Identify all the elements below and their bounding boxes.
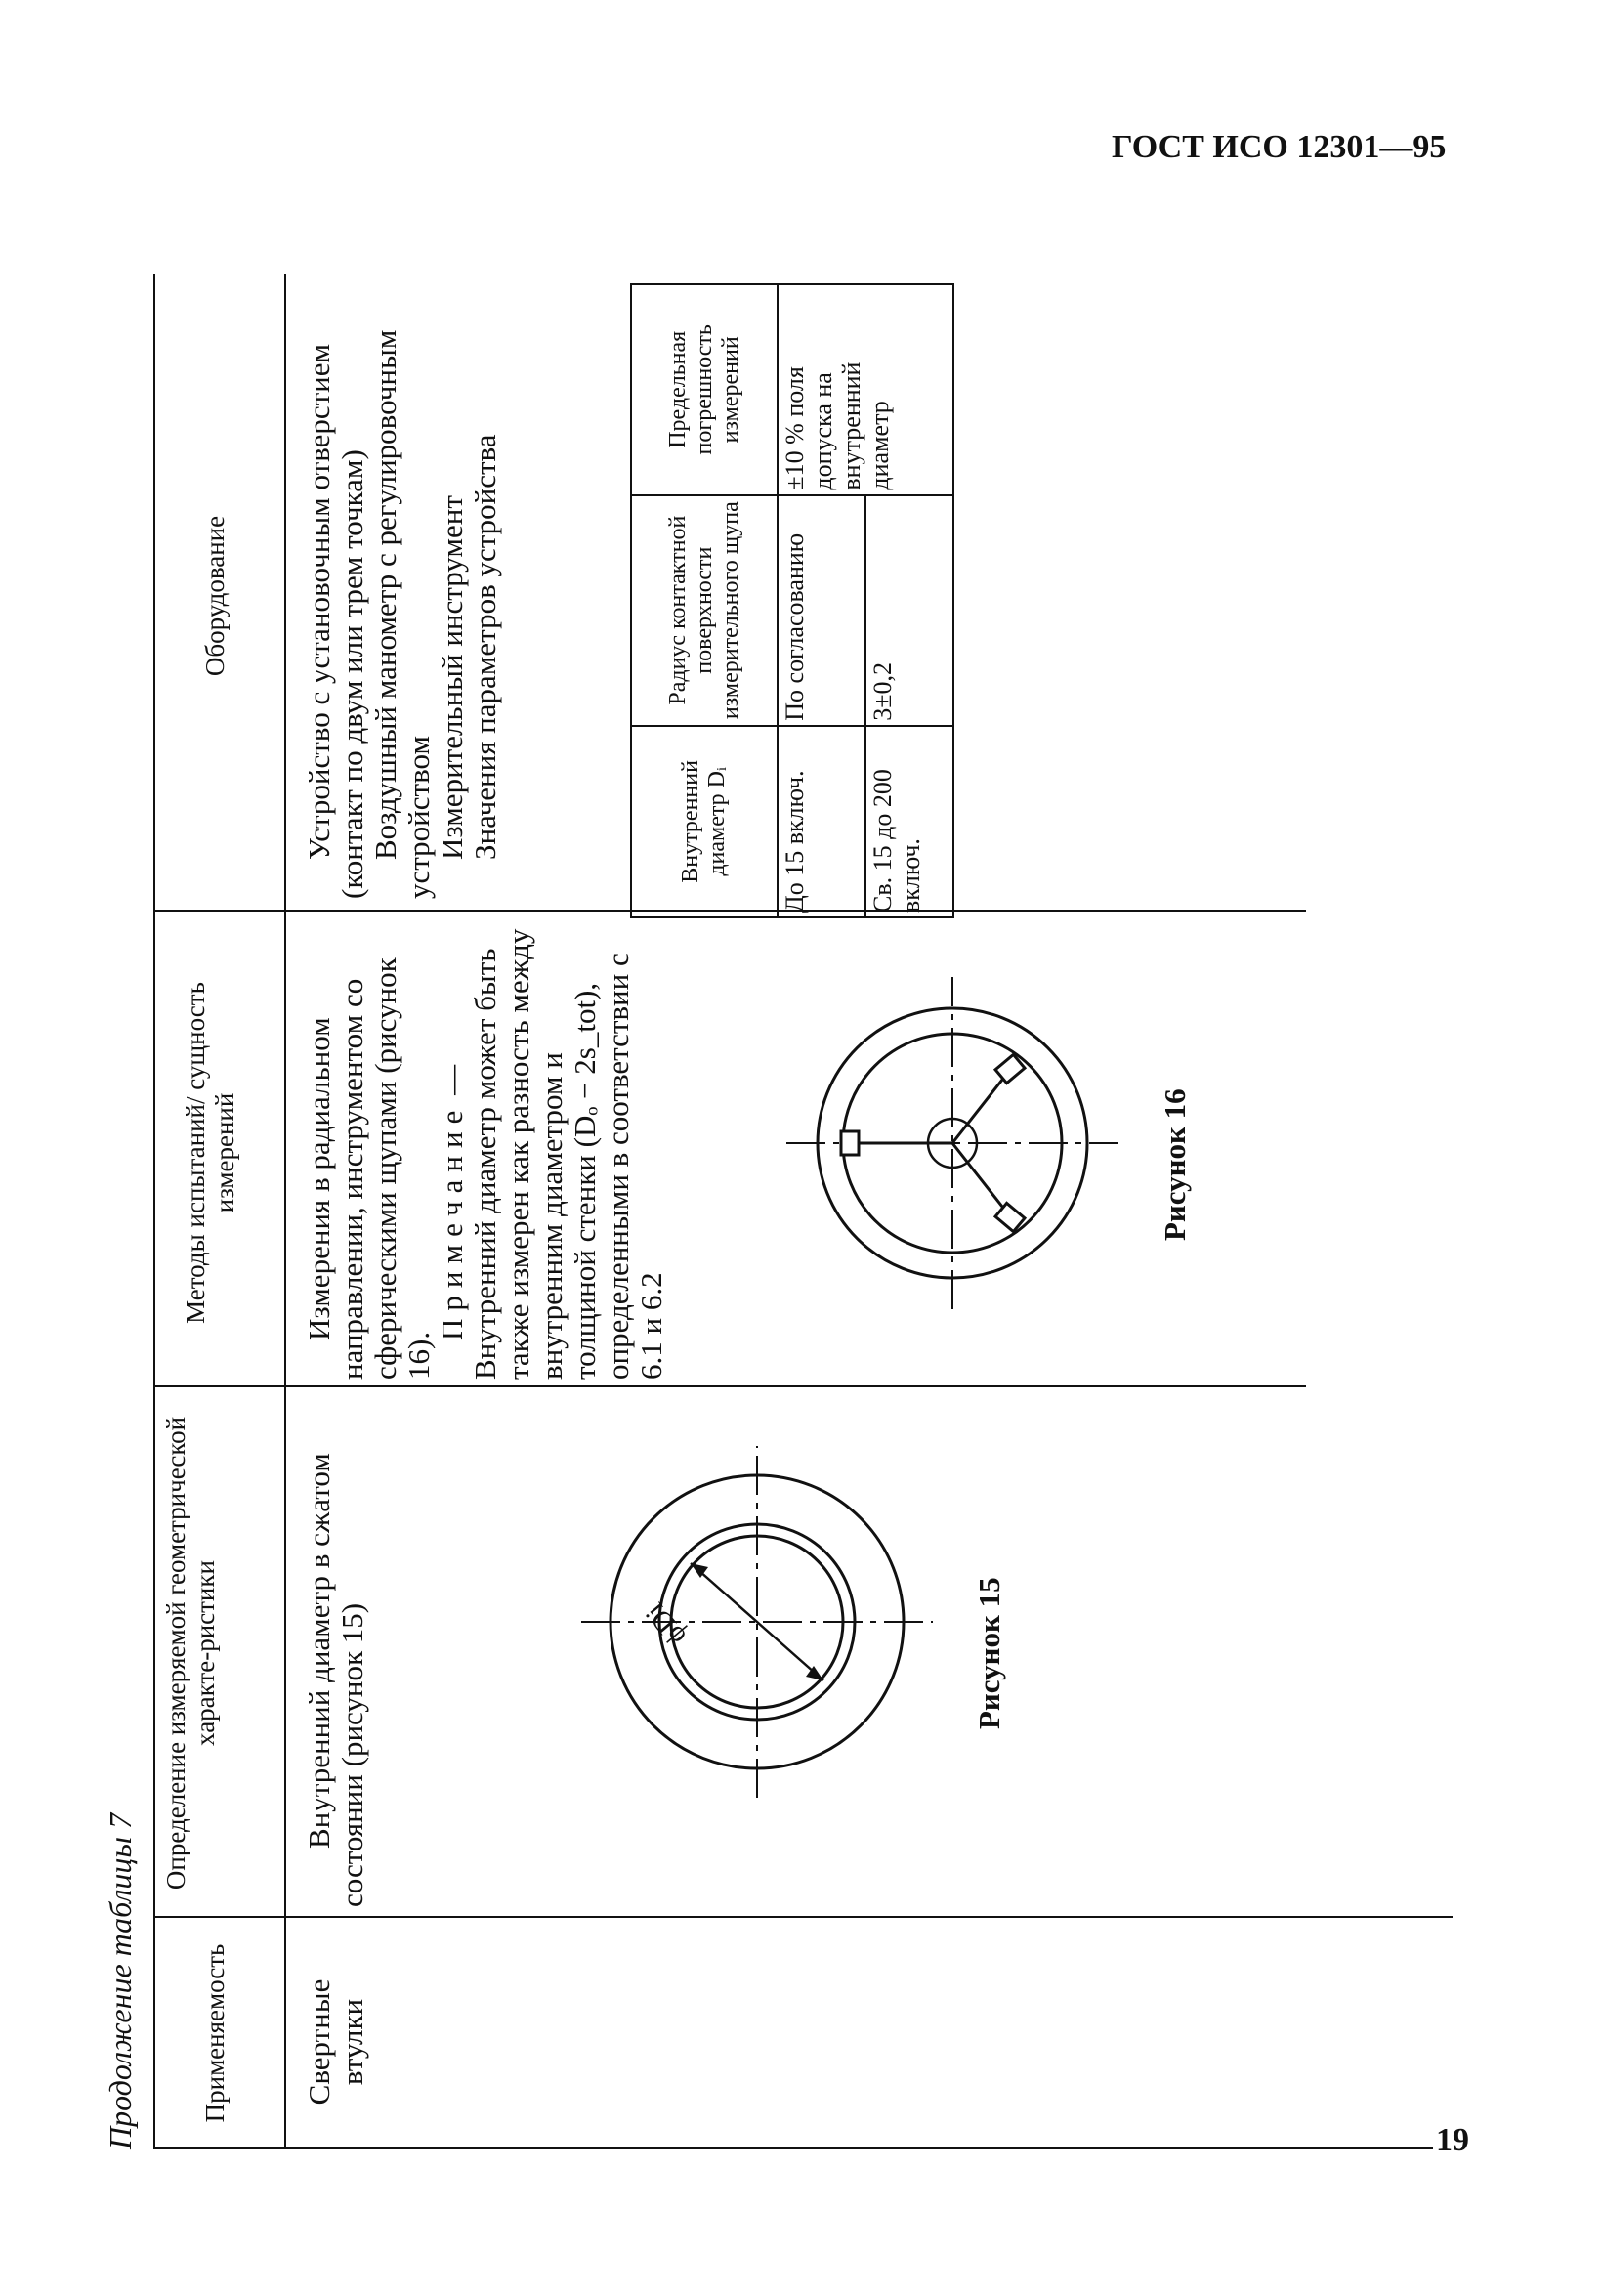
cell-method: [303, 920, 668, 1380]
sub-cell-radius-1: По согласованию: [778, 495, 865, 726]
header-definition: Определение измеряемой геометрической характе-ристики: [161, 1416, 220, 1891]
header-method: Методы испытаний/ сущность измерений: [181, 982, 239, 1324]
table-caption: Продолжение таблицы 7: [103, 1812, 138, 2149]
figure-16-drawing: [806, 997, 1099, 1290]
col-divider-1: [153, 1916, 1453, 1918]
cell-definition: Внутренний диаметр в сжатом состоянии (рисунок 15): [302, 1453, 369, 1907]
sub-table-header-row: [631, 284, 778, 917]
sub-cell-diameter-2: Св. 15 до 200 включ.: [865, 726, 953, 917]
sub-header-diameter: Внутренний диаметр Dᵢ: [631, 726, 778, 917]
sub-cell-error-1: ±10 % поля допуска на внутренний диаметр: [778, 284, 953, 495]
sub-table-row: [778, 284, 865, 917]
method-text: Измерения в радиальном направлении, инструментом со сферическими щупами (рисунок 16).: [302, 957, 436, 1380]
equipment-item-1: Устройство с установочным отверстием (контакт по двум или трем точкам): [302, 343, 369, 899]
table-left-border: [153, 2147, 1433, 2149]
fig16-probe-arm-2: [952, 1143, 1006, 1212]
fig16-probe-arm-3: [952, 1075, 1006, 1143]
page-number: 19: [1436, 2122, 1469, 2158]
header-equipment: Оборудование: [200, 515, 230, 677]
sub-header-error: Предельная погрешность измерений: [631, 284, 778, 495]
figure-15-caption: Рисунок 15: [972, 1577, 1006, 1729]
table-top-border: [153, 274, 155, 2149]
standard-designation: ГОСТ ИСО 12301—95: [1112, 129, 1447, 165]
sub-header-radius: Радиус контактной поверхности измерительного щупа: [631, 495, 778, 726]
col-divider-2: [153, 1385, 1306, 1387]
cell-applicability: Свертные втулки: [302, 1978, 369, 2105]
cell-equipment: [303, 283, 502, 899]
equipment-item-2: Воздушный манометр с регулировочным устройством: [368, 329, 436, 899]
fig16-probe-tip-1: [841, 1131, 859, 1155]
sub-cell-diameter-1: До 15 включ.: [778, 726, 865, 917]
header-applicability: Применяемость: [200, 1943, 230, 2123]
method-note: [436, 920, 668, 1380]
parameters-sub-table: [630, 283, 954, 918]
equipment-item-4: Значения параметров устройства: [468, 434, 502, 860]
figure-16-caption: Рисунок 16: [1158, 1088, 1192, 1241]
note-text: — Внутренний диаметр может быть также измерен как разность между внутренним диаметром и толщиной стенки (Dₒ − 2s_tot), определенными в соответствии с 6.1 и 6.2: [435, 928, 668, 1380]
sub-cell-radius-2: 3±0,2: [865, 495, 953, 726]
fig15-dimension-label: ϕDi: [639, 1596, 693, 1652]
rotated-table-page: [103, 274, 1529, 2149]
equipment-item-3: Измерительный инструмент: [435, 495, 469, 860]
note-label: Примечание: [435, 1102, 469, 1340]
header-bottom-border: [284, 274, 286, 2149]
